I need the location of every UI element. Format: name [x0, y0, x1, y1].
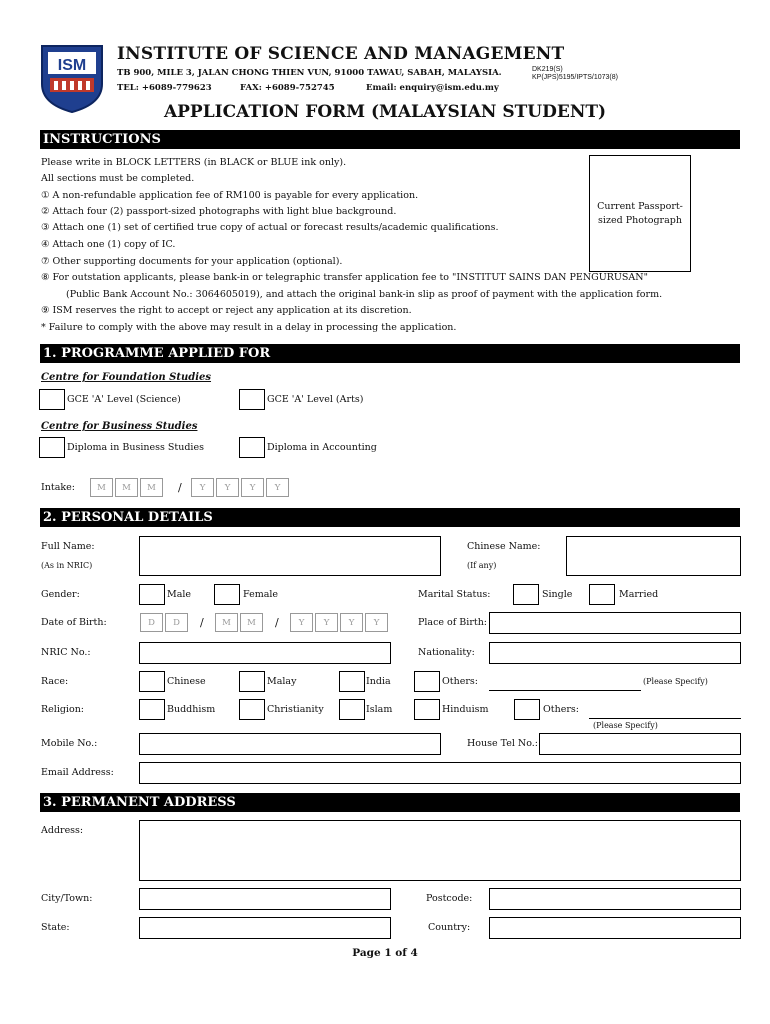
dob-year-cell[interactable]: Y [365, 613, 388, 632]
country-label: Country: [428, 922, 471, 933]
islam-checkbox[interactable] [339, 699, 365, 720]
foundation-title: Centre for Foundation Studies [41, 372, 212, 383]
christianity-checkbox[interactable] [239, 699, 265, 720]
instructions-heading: INSTRUCTIONS [40, 130, 740, 149]
registration-line-2: KP(JPS)5195/IPTS/1073(8) [532, 74, 618, 81]
single-checkbox[interactable] [513, 584, 539, 605]
state-label: State: [41, 922, 70, 933]
form-title: APPLICATION FORM (MALAYSIAN STUDENT) [163, 102, 607, 122]
intake-slash: / [178, 481, 182, 494]
intake-label: Intake: [41, 482, 75, 493]
registration-line-1: DK219(S) [532, 66, 563, 73]
intake-month-cell[interactable]: M [140, 478, 163, 497]
intake-year-cell[interactable]: Y [241, 478, 264, 497]
race-malay-label: Malay [267, 676, 297, 687]
personal-heading: 2. PERSONAL DETAILS [40, 508, 740, 527]
programme-heading: 1. PROGRAMME APPLIED FOR [40, 344, 740, 363]
hinduism-checkbox[interactable] [414, 699, 440, 720]
instruction-line: ③ Attach one (1) set of certified true copy of actual or forecast results/academic qualifications. [41, 222, 499, 233]
country-field[interactable] [489, 917, 741, 939]
instruction-line: All sections must be completed. [41, 173, 195, 184]
race-label: Race: [41, 676, 69, 687]
intake-year-cell[interactable]: Y [191, 478, 214, 497]
institute-name: INSTITUTE OF SCIENCE AND MANAGEMENT [117, 44, 565, 64]
mobile-field[interactable] [139, 733, 441, 755]
gce-arts-checkbox[interactable] [239, 389, 265, 410]
dob-year-cell[interactable]: Y [290, 613, 313, 632]
instruction-line: ② Attach four (2) passport-sized photographs with light blue background. [41, 206, 397, 217]
diploma-accounting-label: Diploma in Accounting [267, 442, 377, 453]
male-checkbox[interactable] [139, 584, 165, 605]
state-field[interactable] [139, 917, 391, 939]
institute-email: Email: enquiry@ism.edu.my [366, 83, 499, 93]
city-label: City/Town: [41, 893, 93, 904]
address-label: Address: [41, 825, 84, 836]
email-field[interactable] [139, 762, 741, 784]
race-chinese-label: Chinese [167, 676, 206, 687]
chinese-name-label: Chinese Name: [467, 541, 541, 552]
buddhism-label: Buddhism [167, 704, 216, 715]
dob-month-cell[interactable]: M [215, 613, 238, 632]
institute-address: TB 900, MILE 3, JALAN CHONG THIEN VUN, 91000 TAWAU, SABAH, MALAYSIA. [117, 68, 502, 78]
female-checkbox[interactable] [214, 584, 240, 605]
institute-tel: TEL: +6089-779623 [117, 83, 212, 93]
race-india-checkbox[interactable] [339, 671, 365, 692]
instruction-line: Please write in BLOCK LETTERS (in BLACK or BLUE ink only). [41, 157, 347, 168]
dob-day-cell[interactable]: D [140, 613, 163, 632]
place-of-birth-label: Place of Birth: [418, 617, 488, 628]
dob-label: Date of Birth: [41, 617, 107, 628]
single-label: Single [542, 589, 573, 600]
as-in-nric-note: (As in NRIC) [41, 561, 93, 570]
intake-month-cell[interactable]: M [90, 478, 113, 497]
intake-year-cell[interactable]: Y [266, 478, 289, 497]
registration-no [532, 66, 618, 82]
instruction-line: ⑦ Other supporting documents for your application (optional). [41, 256, 343, 267]
dob-year-cell[interactable]: Y [340, 613, 363, 632]
dob-year-cell[interactable]: Y [315, 613, 338, 632]
hinduism-label: Hinduism [442, 704, 489, 715]
race-others-label: Others: [442, 676, 478, 687]
nationality-field[interactable] [489, 642, 741, 664]
religion-others-checkbox[interactable] [514, 699, 540, 720]
religion-please-specify: (Please Specify) [593, 721, 658, 730]
dob-slash: / [200, 616, 204, 629]
race-others-checkbox[interactable] [414, 671, 440, 692]
postcode-label: Postcode: [426, 893, 473, 904]
religion-others-line[interactable] [589, 718, 741, 719]
mobile-label: Mobile No.: [41, 738, 98, 749]
nric-field[interactable] [139, 642, 391, 664]
diploma-accounting-checkbox[interactable] [239, 437, 265, 458]
nric-label: NRIC No.: [41, 647, 91, 658]
page-number: Page 1 of 4 [352, 947, 418, 959]
if-any-note: (If any) [467, 561, 497, 570]
dob-day-cell[interactable]: D [165, 613, 188, 632]
married-checkbox[interactable] [589, 584, 615, 605]
full-name-label: Full Name: [41, 541, 95, 552]
race-malay-checkbox[interactable] [239, 671, 265, 692]
house-tel-label: House Tel No.: [467, 738, 539, 749]
instruction-line: ⑨ ISM reserves the right to accept or reject any application at its discretion. [41, 305, 412, 316]
gender-label: Gender: [41, 589, 80, 600]
nationality-label: Nationality: [418, 647, 475, 658]
dob-month-cell[interactable]: M [240, 613, 263, 632]
race-others-line[interactable] [489, 690, 641, 691]
married-label: Married [619, 589, 659, 600]
gce-science-checkbox[interactable] [39, 389, 65, 410]
house-tel-field[interactable] [539, 733, 741, 755]
male-label: Male [167, 589, 192, 600]
city-field[interactable] [139, 888, 391, 910]
islam-label: Islam [366, 704, 393, 715]
christianity-label: Christianity [267, 704, 324, 715]
gce-science-label: GCE 'A' Level (Science) [67, 394, 181, 405]
race-chinese-checkbox[interactable] [139, 671, 165, 692]
female-label: Female [243, 589, 279, 600]
logo-text: ISM [57, 57, 87, 74]
intake-month-cell[interactable]: M [115, 478, 138, 497]
instruction-line: * Failure to comply with the above may result in a delay in processing the application. [41, 322, 457, 333]
buddhism-checkbox[interactable] [139, 699, 165, 720]
address-field[interactable] [139, 820, 741, 881]
place-of-birth-field[interactable] [489, 612, 741, 634]
instruction-line: ⑧ For outstation applicants, please bank-in or telegraphic transfer application fee to "INSTITUT SAINS DAN PENGURUSAN" [41, 272, 648, 283]
religion-others-label: Others: [543, 704, 579, 715]
instruction-line: (Public Bank Account No.: 3064605019), and attach the original bank-in slip as proof of payment with the application form. [66, 289, 663, 300]
institute-fax: FAX: +6089-752745 [240, 83, 335, 93]
gce-arts-label: GCE 'A' Level (Arts) [267, 394, 364, 405]
chinese-name-field[interactable] [566, 536, 741, 576]
dob-slash: / [275, 616, 279, 629]
address-heading: 3. PERMANENT ADDRESS [40, 793, 740, 812]
full-name-field[interactable] [139, 536, 441, 576]
business-title: Centre for Business Studies [41, 421, 198, 432]
diploma-business-label: Diploma in Business Studies [67, 442, 204, 453]
instruction-line: ④ Attach one (1) copy of IC. [41, 239, 176, 250]
diploma-business-checkbox[interactable] [39, 437, 65, 458]
email-label: Email Address: [41, 767, 114, 778]
race-india-label: India [366, 676, 391, 687]
passport-photo-box[interactable]: Current Passport-sized Photograph [589, 155, 691, 272]
intake-year-cell[interactable]: Y [216, 478, 239, 497]
marital-label: Marital Status: [418, 589, 491, 600]
instruction-line: ① A non-refundable application fee of RM100 is payable for every application. [41, 190, 419, 201]
postcode-field[interactable] [489, 888, 741, 910]
religion-label: Religion: [41, 704, 85, 715]
race-please-specify: (Please Specify) [643, 677, 708, 686]
